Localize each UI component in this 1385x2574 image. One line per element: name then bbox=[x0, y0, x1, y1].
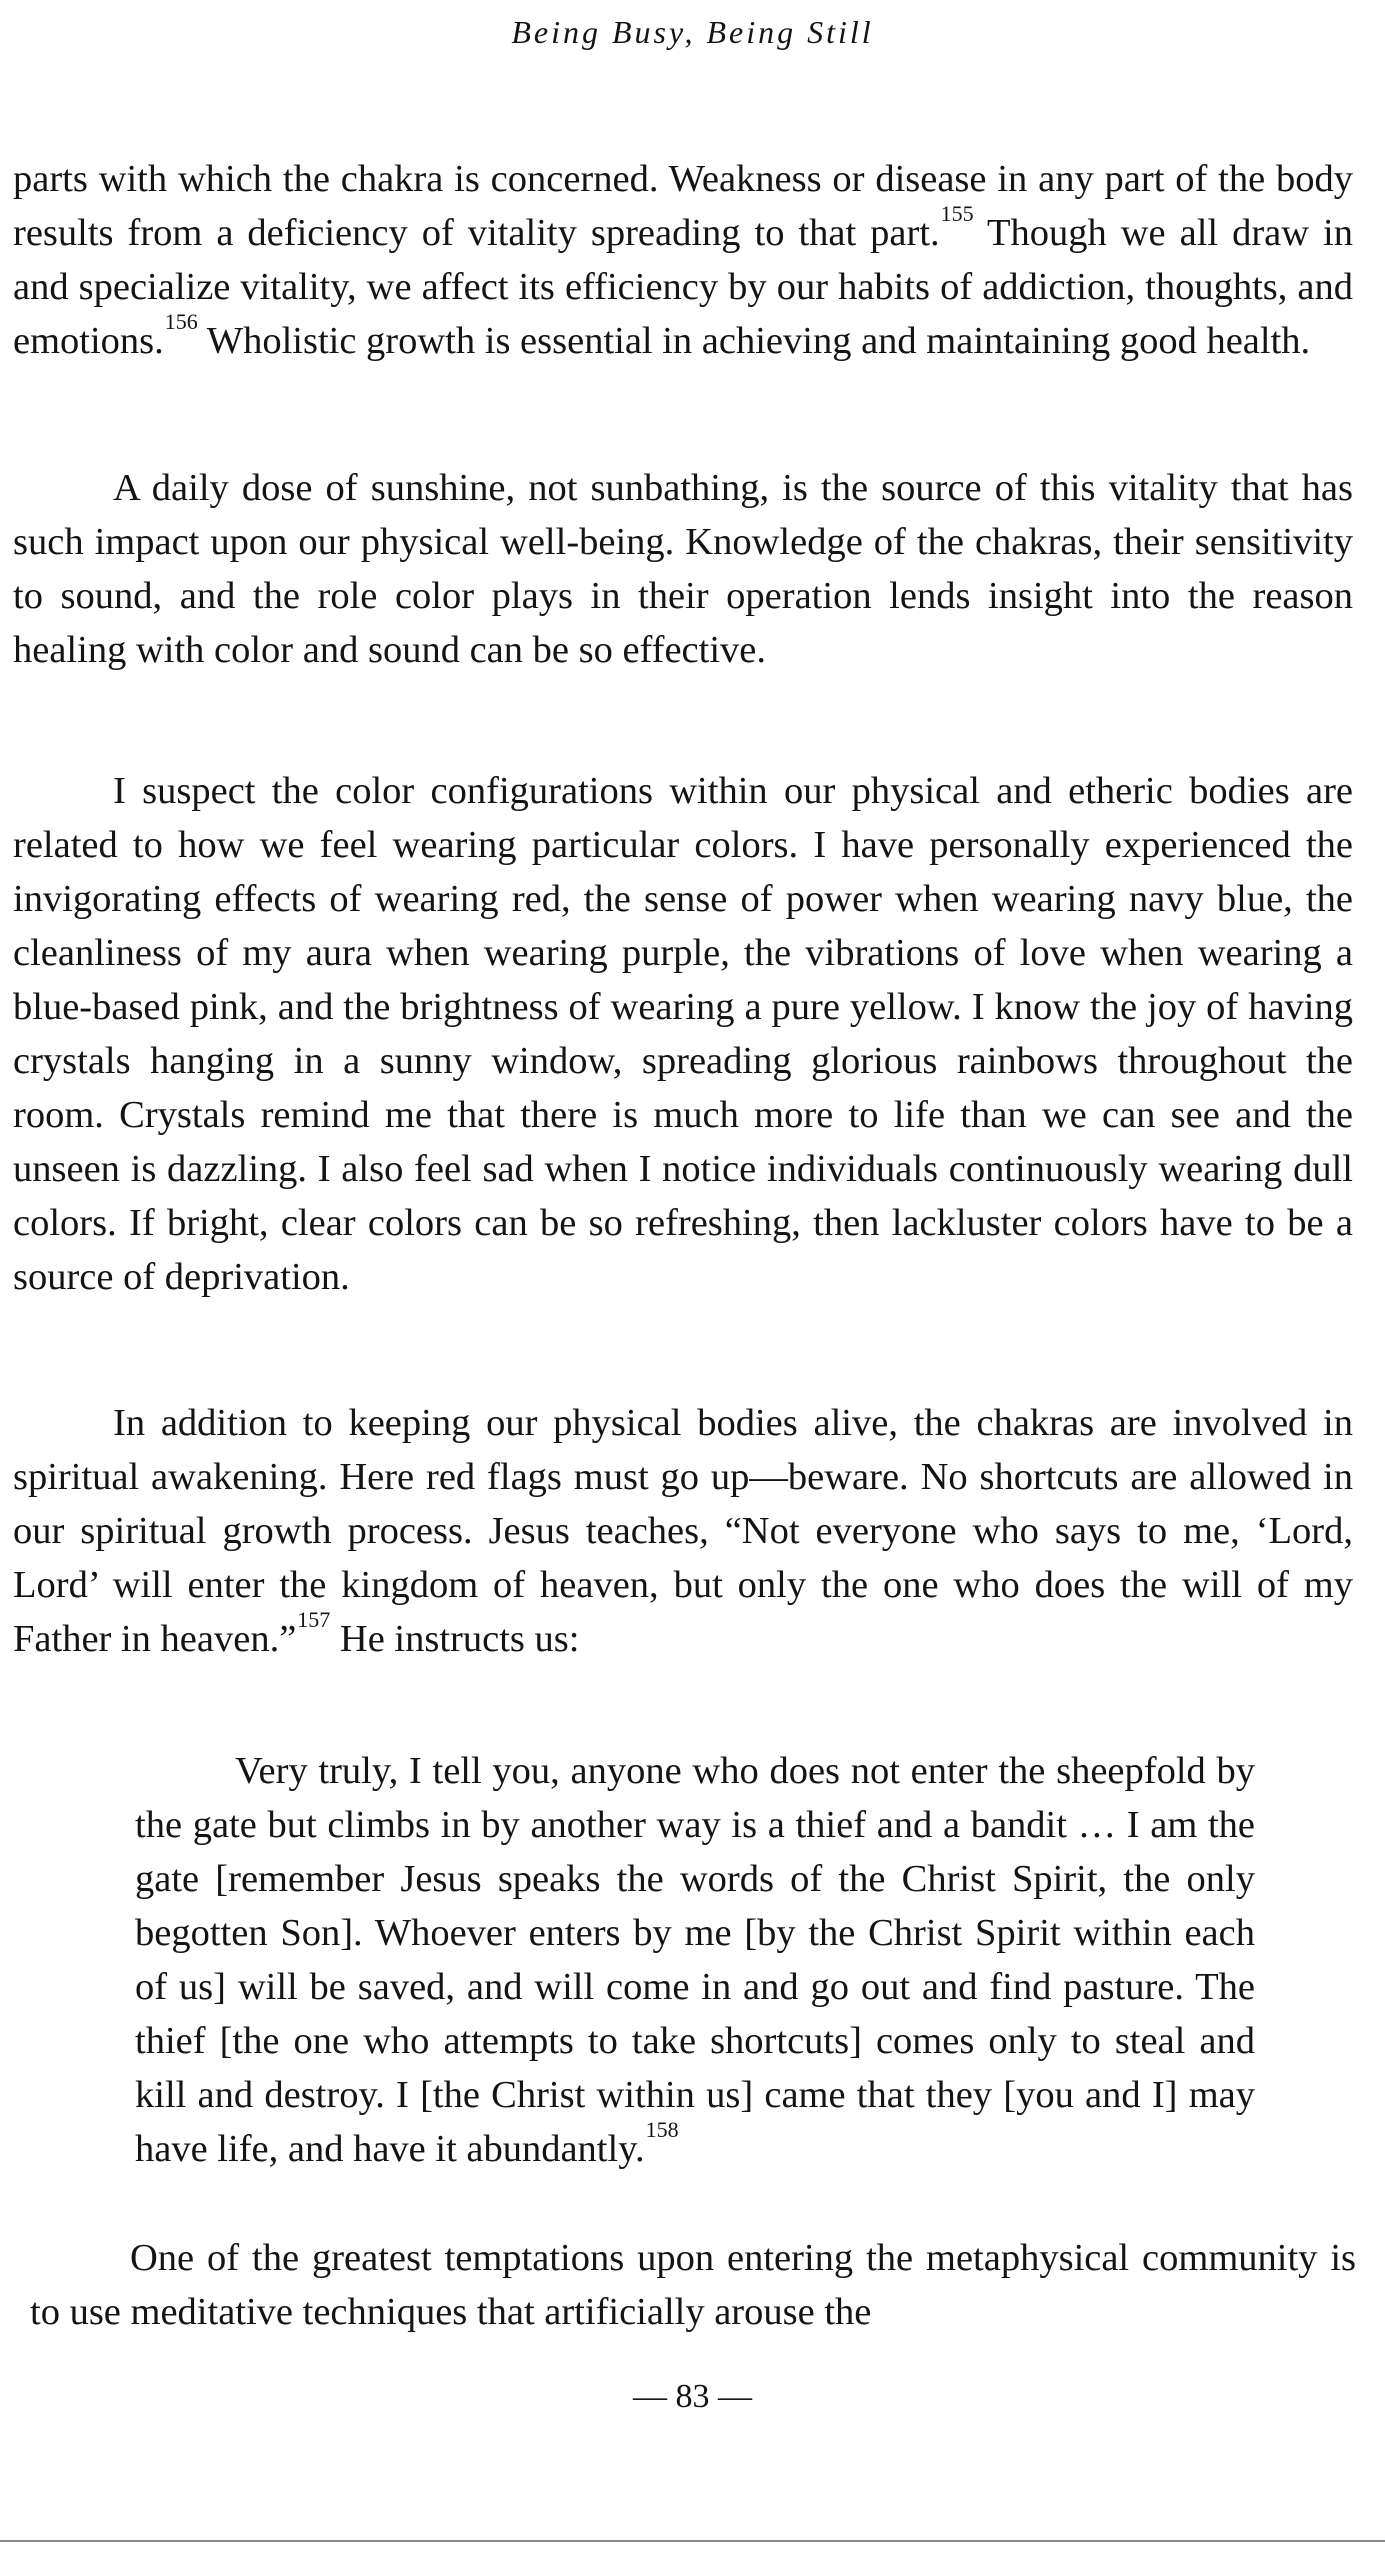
paragraph-4 bbox=[13, 1396, 1353, 1666]
footnote-ref-155: 155 bbox=[940, 201, 974, 226]
paragraph-1-text-c: Wholistic growth is essential in achieving and maintaining good health. bbox=[197, 320, 1311, 362]
footnote-ref-158: 158 bbox=[645, 2117, 679, 2142]
paragraph-4-text-a: In addition to keeping our physical bodies alive, the chakras are involved in spiritual awakening. Here red flags must go up—beware. No shortcuts are allowed in our spiritual growth process. Jesus teaches, “Not everyone who says to me, ‘Lord, Lord’ will enter the kingdom of heaven, but only the one who does the will of my Father in heaven.” bbox=[13, 1402, 1353, 1660]
paragraph-1 bbox=[13, 152, 1353, 368]
running-title: Being Busy, Being Still bbox=[511, 14, 874, 50]
page-edge-rule bbox=[0, 2540, 1385, 2542]
paragraph-1-text-b: Though we all draw in and specialize vitality, we affect its efficiency by our habits of addiction, thoughts, and emotions. bbox=[13, 212, 1353, 362]
paragraph-4-text-b: He instructs us: bbox=[330, 1618, 580, 1660]
paragraph-2: A daily dose of sunshine, not sunbathing, is the source of this vitality that has such impact upon our physical well-being. Knowledge of the chakras, their sensitivity to sound, and the role color plays in their operation lends insight into the reason healing with color and sound can be so effective. bbox=[13, 467, 1353, 671]
page-number: — 83 — bbox=[633, 2378, 752, 2415]
footnote-ref-157: 157 bbox=[297, 1607, 331, 1632]
paragraph-5: One of the greatest temptations upon entering the metaphysical community is to use meditative techniques that artificially arouse the bbox=[30, 2237, 1356, 2333]
block-quote bbox=[135, 1744, 1255, 2176]
paragraph-1-text-a: parts with which the chakra is concerned. Weakness or disease in any part of the body results from a deficiency of vitality spreading to that part. bbox=[13, 158, 1353, 254]
paragraph-3: I suspect the color configurations within our physical and etheric bodies are related to how we feel wearing particular colors. I have personally experienced the invigorating effects of wearing red, the sense of power when wearing navy blue, the cleanliness of my aura when wearing purple, the vibrations of love when wearing a blue-based pink, and the brightness of wearing a pure yellow. I know the joy of having crystals hanging in a sunny window, spreading glorious rainbows throughout the room. Crystals remind me that there is much more to life than we can see and the unseen is dazzling. I also feel sad when I notice individuals continuously wearing dull colors. If bright, clear colors can be so refreshing, then lackluster colors have to be a source of deprivation. bbox=[13, 770, 1353, 1298]
footnote-ref-156: 156 bbox=[164, 309, 198, 334]
block-quote-text: Very truly, I tell you, anyone who does not enter the sheepfold by the gate but climbs in by another way is a thief and a bandit … I am the gate [remember Jesus speaks the words of the Christ Spirit, the only begotten Son]. Whoever enters by me [by the Christ Spirit within each of us] will be saved, and will come in and go out and find pasture. The thief [the one who attempts to take shortcuts] comes only to steal and kill and destroy. I [the Christ within us] came that they [you and I] may have life, and have it abundantly. bbox=[135, 1750, 1255, 2170]
